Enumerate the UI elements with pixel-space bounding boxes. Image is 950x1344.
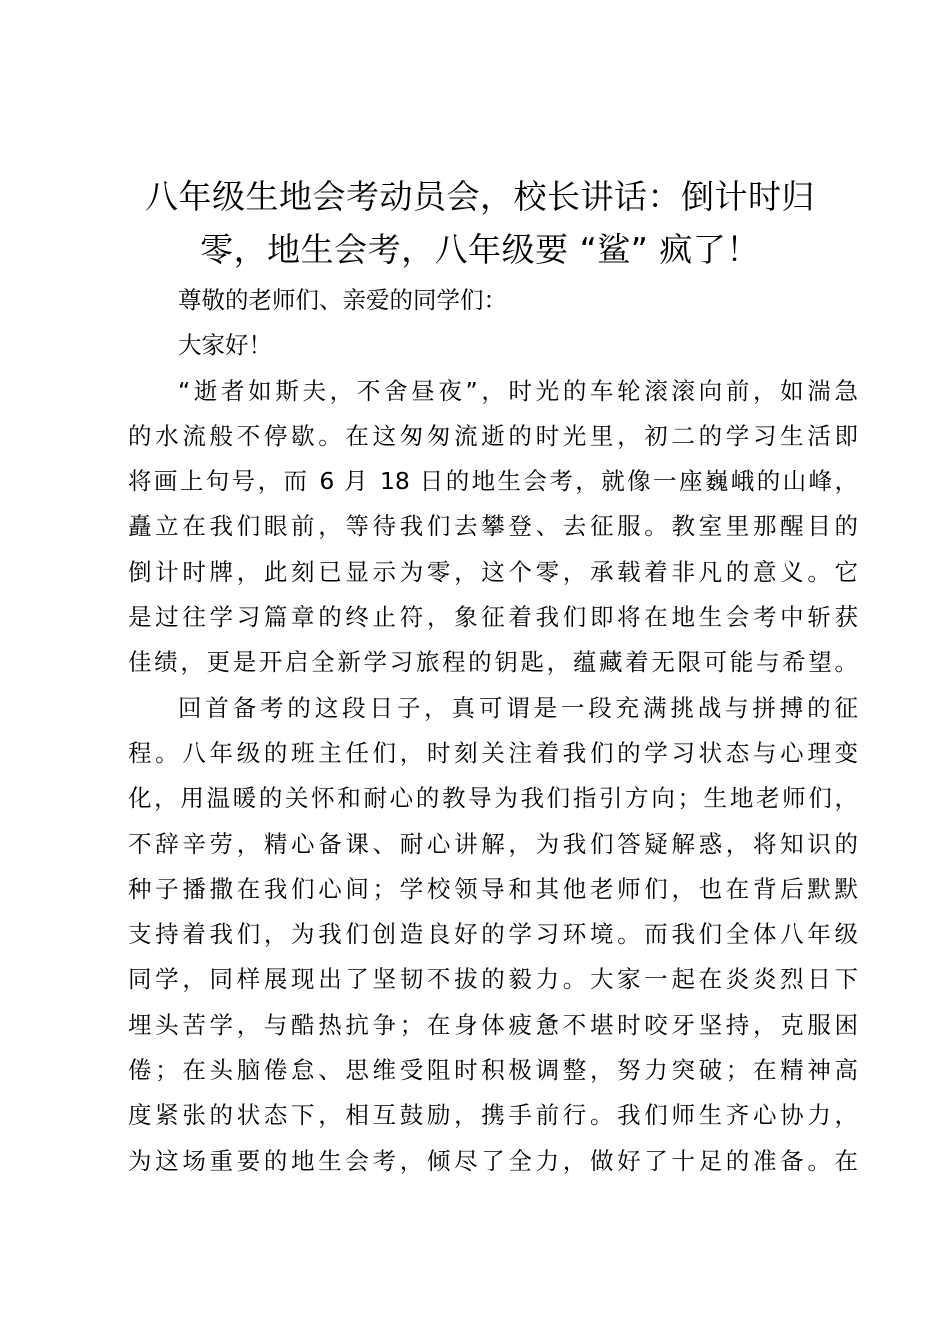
document-body xyxy=(128,278,858,1184)
paragraph-line: 倦；在头脑倦怠、思维受阻时积极调整，努力突破；在精神高 xyxy=(128,1056,858,1085)
paragraph-line: 佳绩，更是开启全新学习旅程的钥匙，蕴藏着无限可能与希望。 xyxy=(128,648,858,677)
document-title xyxy=(110,170,850,276)
paragraph-line: 种子播撒在我们心间；学校领导和其他老师们，也在背后默默 xyxy=(128,874,858,903)
paragraph-line: 将画上句号，而 6 月 18 日的地生会考，就像一座巍峨的山峰， xyxy=(128,467,858,496)
title-line: 零，地生会考，八年级要 “鲨” 疯了！ xyxy=(200,230,760,269)
paragraph-line: 不辞辛劳，精心备课、耐心讲解，为我们答疑解惑，将知识的 xyxy=(128,829,858,858)
paragraph-line: 化，用温暖的关怀和耐心的教导为我们指引方向；生地老师们， xyxy=(128,784,858,813)
paragraph-line: 回首备考的这段日子，真可谓是一段充满挑战与拼搏的征 xyxy=(178,693,858,722)
paragraph-line: 程。八年级的班主任们，时刻关注着我们的学习状态与心理变 xyxy=(128,738,858,767)
paragraph-line: 度紧张的状态下，相互鼓励，携手前行。我们师生齐心协力， xyxy=(128,1101,858,1130)
paragraph-line: “逝者如斯夫，不舍昼夜”，时光的车轮滚滚向前，如湍急 xyxy=(178,376,858,405)
paragraph-line: 为这场重要的地生会考，倾尽了全力，做好了十足的准备。在 xyxy=(128,1146,858,1175)
paragraph-line: 矗立在我们眼前，等待我们去攀登、去征服。教室里那醒目的 xyxy=(128,512,858,541)
paragraph-line: 的水流般不停歇。在这匆匆流逝的时光里，初二的学习生活即 xyxy=(128,421,858,450)
paragraph-2 xyxy=(128,686,858,1184)
paragraph-line: 是过往学习篇章的终止符，象征着我们即将在地生会考中斩获 xyxy=(128,603,858,632)
salutation: 尊敬的老师们、亲爱的同学们： xyxy=(178,286,507,314)
title-line: 八年级生地会考动员会，校长讲话：倒计时归 xyxy=(145,177,815,216)
paragraph-line: 支持着我们，为我们创造良好的学习环境。而我们全体八年级 xyxy=(128,920,858,949)
paragraph-line: 同学，同样展现出了坚韧不拔的毅力。大家一起在炎炎烈日下 xyxy=(128,965,858,994)
paragraph-1 xyxy=(128,369,858,686)
greeting: 大家好！ xyxy=(178,331,272,360)
paragraph-line: 埋头苦学，与酷热抗争；在身体疲惫不堪时咬牙坚持，克服困 xyxy=(128,1010,858,1039)
paragraph-line: 倒计时牌，此刻已显示为零，这个零，承载着非凡的意义。它 xyxy=(128,557,858,586)
